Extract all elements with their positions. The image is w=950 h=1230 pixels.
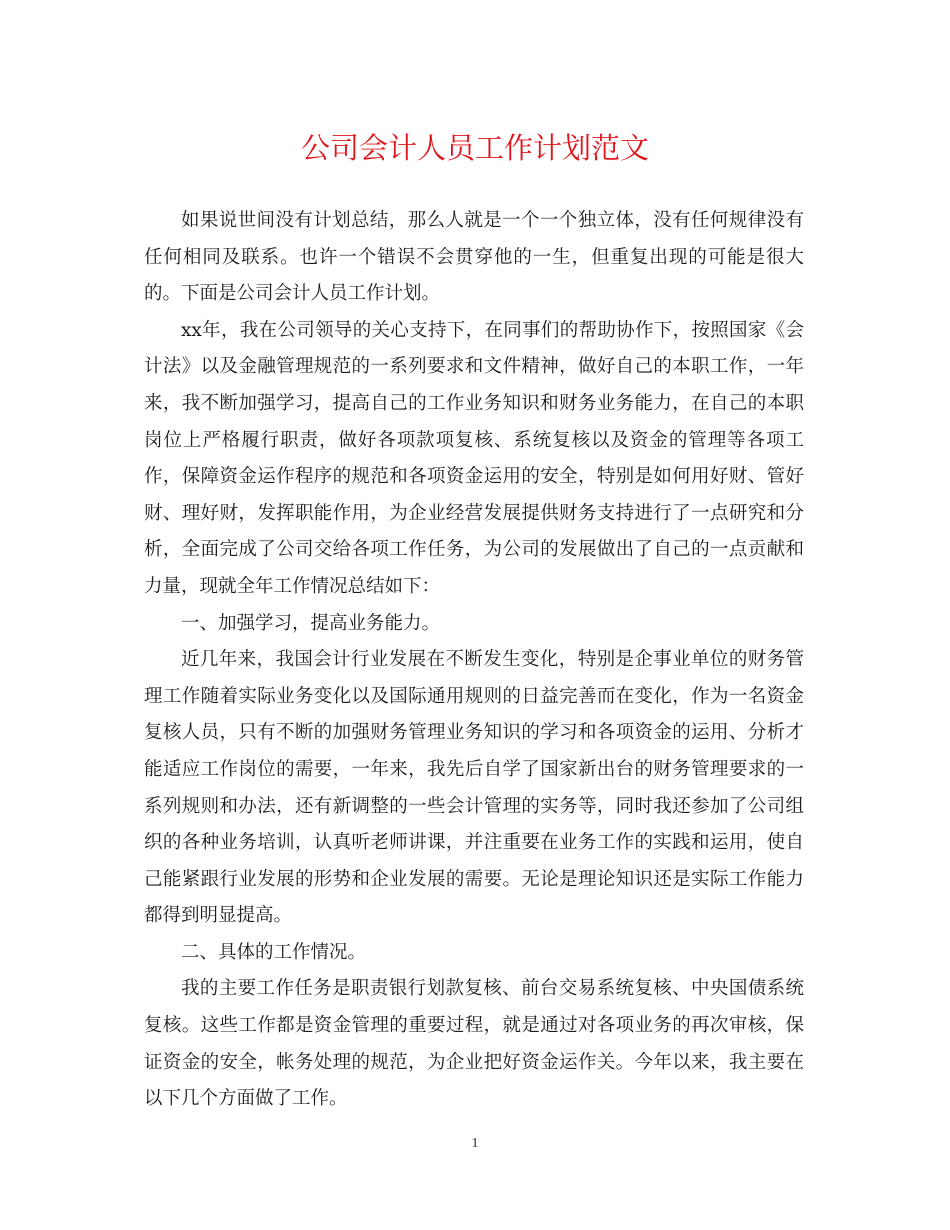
paragraph-work: 我的主要工作任务是职责银行划款复核、前台交易系统复核、中央国债系统复核。这些工作都是资金管理的重要过程，就是通过对各项业务的再次审核，保证资金的安全，帐务处理的规范，为企业把好资金运作关。今年以来，我主要在以下几个方面做了工作。 — [144, 978, 804, 1110]
document-title: 公司会计人员工作计划范文 — [300, 131, 649, 165]
paragraph-intro: 如果说世间没有计划总结，那么人就是一个一个独立体，没有任何规律没有任何相同及联系。也许一个错误不会贯穿他的一生，但重复出现的可能是很大的。下面是公司会计人员工作计划。 — [144, 210, 804, 305]
paragraph-learning: 近几年来，我国会计行业发展在不断发生变化，特别是企事业单位的财务管理工作随着实际业务变化以及国际通用规则的日益完善而在变化，作为一名资金复核人员，只有不断的加强财务管理业务知识的学习和各项资金的运用、分析才能适应工作岗位的需要，一年来，我先后自学了国家新出台的财务管理要求的一系列规则和办法，还有新调整的一些会计管理的实务等，同时我还参加了公司组织的各种业务培训，认真听老师讲课，并注重要在业务工作的实践和运用，使自己能紧跟行业发展的形势和企业发展的需要。无论是理论知识还是实际工作能力都得到明显提高。 — [144, 649, 804, 927]
section-heading-work: 二、具体的工作情况。 — [181, 941, 367, 963]
section-heading-learning: 一、加强学习，提高业务能力。 — [181, 612, 441, 634]
document-body — [144, 203, 804, 1118]
page-number: 1 — [471, 1136, 479, 1151]
paragraph-summary: xx年，我在公司领导的关心支持下，在同事们的帮助协作下，按照国家《会计法》以及金融管理规范的一系列要求和文件精神，做好自己的本职工作，一年来，我不断加强学习，提高自己的工作业务知识和财务业务能力，在自己的本职岗位上严格履行职责，做好各项款项复核、系统复核以及资金的管理等各项工作，保障资金运作程序的规范和各项资金运用的安全，特别是如何用好财、管好财、理好财，发挥职能作用，为企业经营发展提供财务支持进行了一点研究和分析，全面完成了公司交给各项工作任务，为公司的发展做出了自己的一点贡献和力量，现就全年工作情况总结如下： — [144, 319, 804, 597]
